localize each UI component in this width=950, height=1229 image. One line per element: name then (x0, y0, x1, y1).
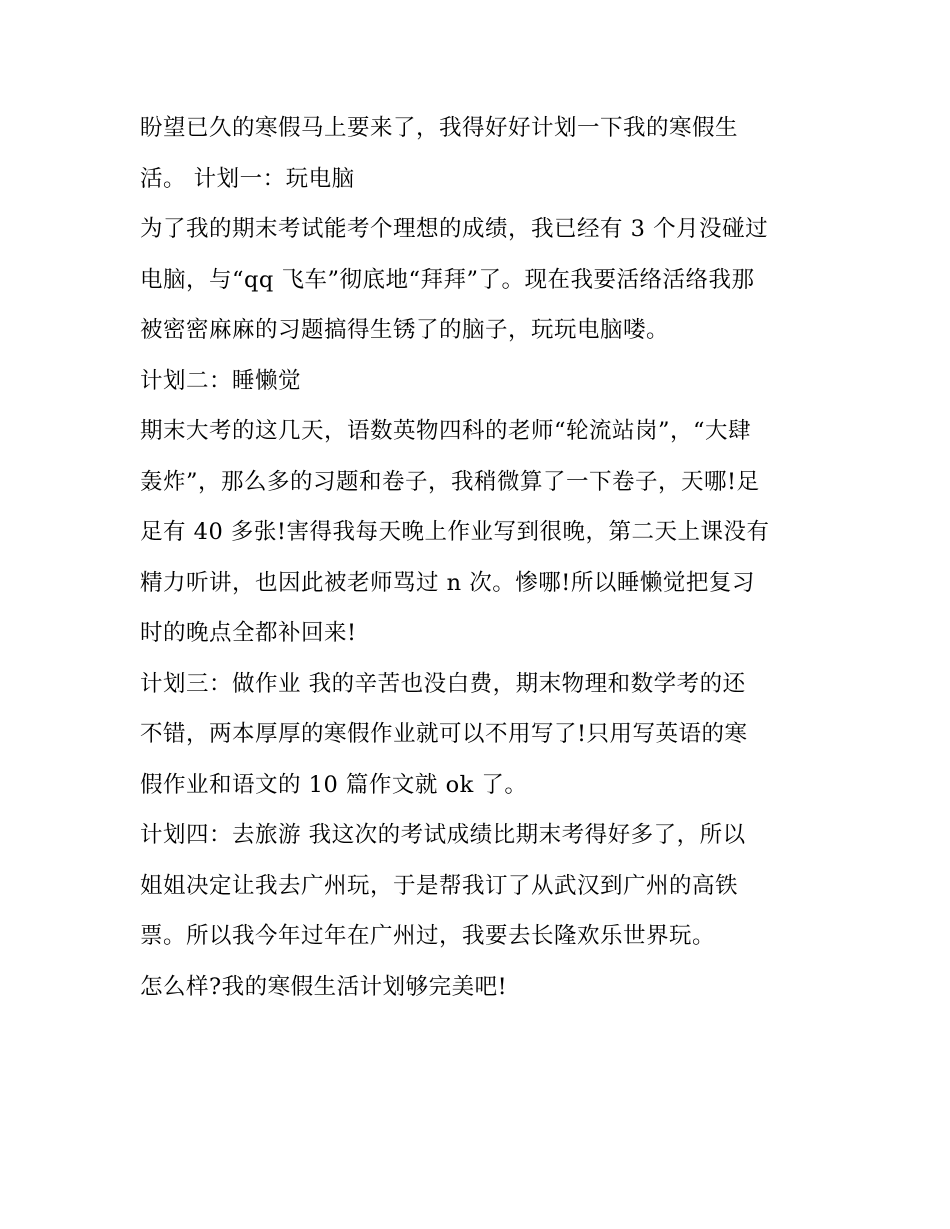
text-line: 怎么样?我的寒假生活计划够完美吧! (140, 973, 508, 1000)
text-line: 精力听讲，也因此被老师骂过 n 次。惨哪!所以睡懒觉把复习 (140, 569, 755, 596)
text-line: 轰炸”，那么多的习题和卷子，我稍微算了一下卷子，天哪!足 (140, 468, 760, 495)
text-line: 电脑，与“qq 飞车”彻底地“拜拜”了。现在我要活络活络我那 (140, 266, 755, 293)
text-line: 假作业和语文的 10 篇作文就 ok 了。 (140, 771, 528, 798)
heading-plan-two (140, 356, 820, 407)
paragraph-intro (140, 103, 820, 204)
paragraph-conclusion (140, 962, 820, 1013)
text-line: 计划三：做作业 我的辛苦也没白费，期末物理和数学考的还 (140, 670, 746, 697)
paragraph-plan-four (140, 810, 820, 962)
text-line: 计划四：去旅游 我这次的考试成绩比期末考得好多了，所以 (140, 822, 746, 848)
document-body (140, 103, 820, 1012)
paragraph-plan-three (140, 659, 820, 811)
text-line: 计划二：睡懒觉 (140, 367, 302, 394)
text-line: 时的晚点全都补回来! (140, 620, 357, 646)
text-line: 姐姐决定让我去广州玩，于是帮我订了从武汉到广州的高铁 (140, 872, 739, 899)
text-line: 为了我的期末考试能考个理想的成绩，我已经有 3 个月没碰过 (140, 216, 769, 242)
text-line: 足有 40 多张!害得我每天晚上作业写到很晚，第二天上课没有 (140, 519, 770, 545)
text-line: 期末大考的这几天，语数英物四科的老师“轮流站岗”，“大肆 (140, 418, 752, 444)
text-line: 盼望已久的寒假马上要来了，我得好好计划一下我的寒假生 (140, 115, 739, 141)
paragraph-plan-two (140, 406, 820, 659)
text-line: 票。所以我今年过年在广州过，我要去长隆欢乐世界玩。 (140, 923, 716, 949)
text-line: 活。 计划一：玩电脑 (140, 165, 355, 192)
text-line: 不错，两本厚厚的寒假作业就可以不用写了!只用写英语的寒 (140, 721, 748, 747)
paragraph-plan-one (140, 204, 820, 356)
text-line: 被密密麻麻的习题搞得生锈了的脑子，玩玩电脑喽。 (140, 317, 670, 343)
